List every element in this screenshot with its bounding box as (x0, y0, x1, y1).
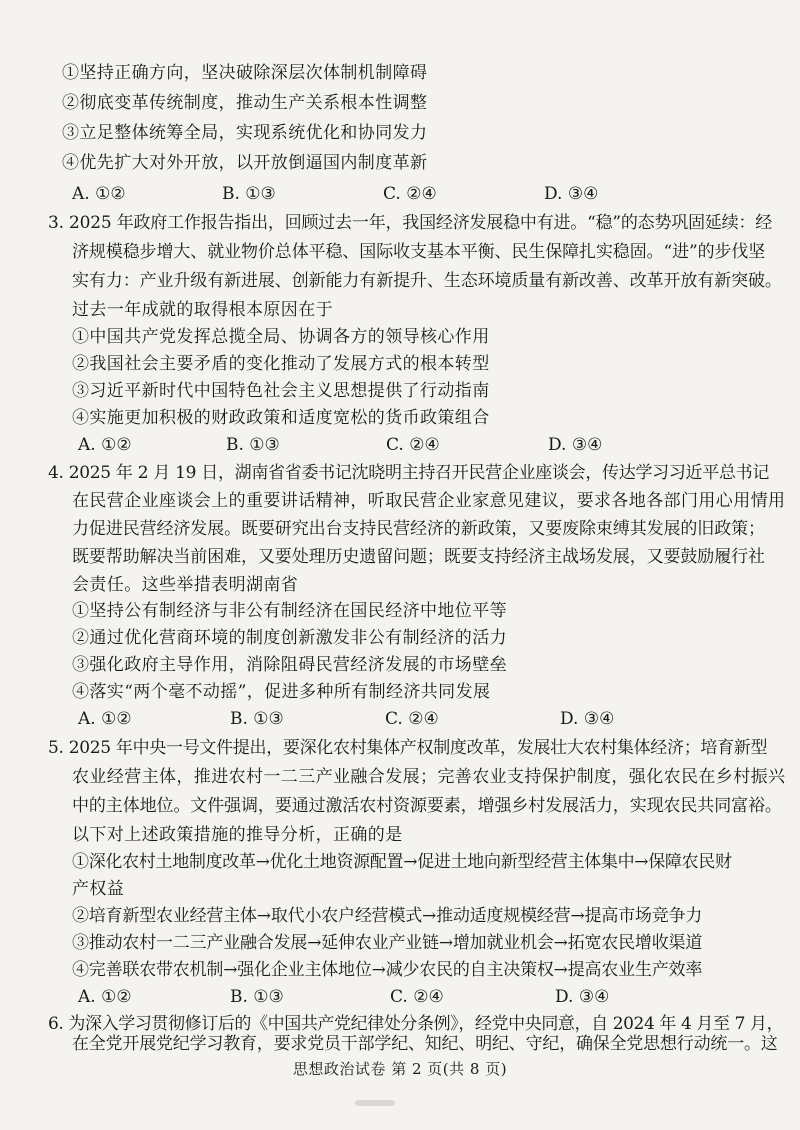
q3-statement-4: ④实施更加积极的财政政策和适度宽松的货币政策组合 (72, 408, 490, 428)
q4-choice-a: A. ①② (78, 709, 132, 729)
q2-choice-b: B. ①③ (222, 184, 276, 204)
q5-choice-b: B. ①③ (230, 987, 284, 1007)
q3-stem-line-3: 实有力：产业升级有新进展、创新能力有新提升、生态环境质量有新改善、改革开放有新突破。 (72, 271, 782, 291)
q5-choice-d: D. ③④ (555, 987, 610, 1007)
q4-statement-2: ②通过优化营商环境的制度创新激发非公有制经济的活力 (72, 628, 507, 648)
q2-statement-2: ②彻底变革传统制度，推动生产关系根本性调整 (62, 93, 428, 113)
q4-stem-line-2: 在民营企业座谈会上的重要讲话精神，听取民营企业家意见建议，要求各地各部门用心用情用 (72, 491, 786, 511)
q2-choice-a: A. ①② (72, 184, 126, 204)
q2-statement-1: ①坚持正确方向，坚决破除深层次体制机制障碍 (62, 63, 428, 83)
q3-stem-line-2: 济规模稳步增大、就业物价总体平稳、国际收支基本平衡、民生保障扎实稳固。“进”的步伐坚 (72, 242, 766, 262)
q3-choice-b: B. ①③ (226, 435, 280, 455)
q3-statement-1: ①中国共产党发挥总揽全局、协调各方的领导核心作用 (72, 327, 490, 347)
q3-choice-d: D. ③④ (548, 435, 603, 455)
q2-choice-d: D. ③④ (544, 184, 599, 204)
q4-stem-line-1: 4. 2025 年 2 月 19 日，湖南省省委书记沈晓明主持召开民营企业座谈会，传达学习习近平总书记 (48, 463, 770, 483)
q4-statement-1: ①坚持公有制经济与非公有制经济在国民经济中地位平等 (72, 601, 507, 621)
q4-stem-line-5: 会责任。这些举措表明湖南省 (72, 575, 299, 595)
q2-choice-c: C. ②④ (383, 184, 437, 204)
q5-statement-1b: 产权益 (72, 879, 125, 899)
q5-stem-line-4: 以下对上述政策措施的推导分析，正确的是 (72, 825, 403, 845)
q5-stem-line-1: 5. 2025 年中央一号文件提出，要深化农村集体产权制度改革，发展壮大农村集体经济；培育新型 (48, 738, 768, 758)
q3-stem-line-1: 3. 2025 年政府工作报告指出，回顾过去一年，我国经济发展稳中有进。“稳”的态势巩固延续：经 (48, 213, 773, 233)
q4-choice-d: D. ③④ (560, 709, 615, 729)
q3-statement-2: ②我国社会主要矛盾的变化推动了发展方式的根本转型 (72, 354, 490, 374)
page-footer: 思想政治试卷 第 2 页(共 8 页) (292, 1060, 508, 1078)
q4-stem-line-3: 力促进民营经济发展。既要研究出台支持民营经济的新政策，又要废除束缚其发展的旧政策； (72, 519, 765, 539)
q2-statement-3: ③立足整体统筹全局，实现系统优化和协同发力 (62, 123, 428, 143)
q5-choice-a: A. ①② (78, 987, 132, 1007)
q2-statement-4: ④优先扩大对外开放，以开放倒逼国内制度革新 (62, 153, 428, 173)
q3-choice-a: A. ①② (78, 435, 132, 455)
q3-stem-line-4: 过去一年成就的取得根本原因在于 (72, 300, 333, 320)
q5-stem-line-2: 农业经营主体，推进农村一二三产业融合发展；完善农业支持保护制度，强化农民在乡村振兴 (72, 767, 786, 787)
q4-choice-c: C. ②④ (385, 709, 439, 729)
q4-choice-b: B. ①③ (230, 709, 284, 729)
q6-stem-line-2: 在全党开展党纪学习教育，要求党员干部学纪、知纪、明纪、守纪，确保全党思想行动统一。这 (72, 1034, 778, 1054)
q5-stem-line-3: 中的主体地位。文件强调，要通过激活农村资源要素，增强乡村发展活力，实现农民共同富裕。 (72, 796, 782, 816)
q4-statement-4: ④落实“两个毫不动摇”，促进多种所有制经济共同发展 (72, 682, 491, 702)
q5-statement-2: ②培育新型农业经营主体→取代小农户经营模式→推动适度规模经营→提高市场竞争力 (72, 906, 703, 926)
q5-statement-4: ④完善联农带农机制→强化企业主体地位→减少农民的自主决策权→提高农业生产效率 (72, 960, 703, 980)
q3-choice-c: C. ②④ (386, 435, 440, 455)
q5-choice-c: C. ②④ (390, 987, 444, 1007)
q4-statement-3: ③强化政府主导作用，消除阻碍民营经济发展的市场壁垒 (72, 655, 507, 675)
q4-stem-line-4: 既要帮助解决当前困难，又要处理历史遗留问题；既要支持经济主战场发展，又要鼓励履行社 (72, 547, 765, 567)
q5-statement-1a: ①深化农村土地制度改革→优化土地资源配置→促进土地向新型经营主体集中→保障农民财 (72, 852, 732, 872)
q5-statement-3: ③推动农村一二三产业融合发展→延伸农业产业链→增加就业机会→拓宽农民增收渠道 (72, 933, 703, 953)
q3-statement-3: ③习近平新时代中国特色社会主义思想提供了行动指南 (72, 381, 490, 401)
q6-stem-line-1: 6. 为深入学习贯彻修订后的《中国共产党纪律处分条例》，经党中央同意，自 2024 年 4 月至 7 月， (48, 1014, 784, 1034)
scan-smudge (355, 1100, 395, 1106)
